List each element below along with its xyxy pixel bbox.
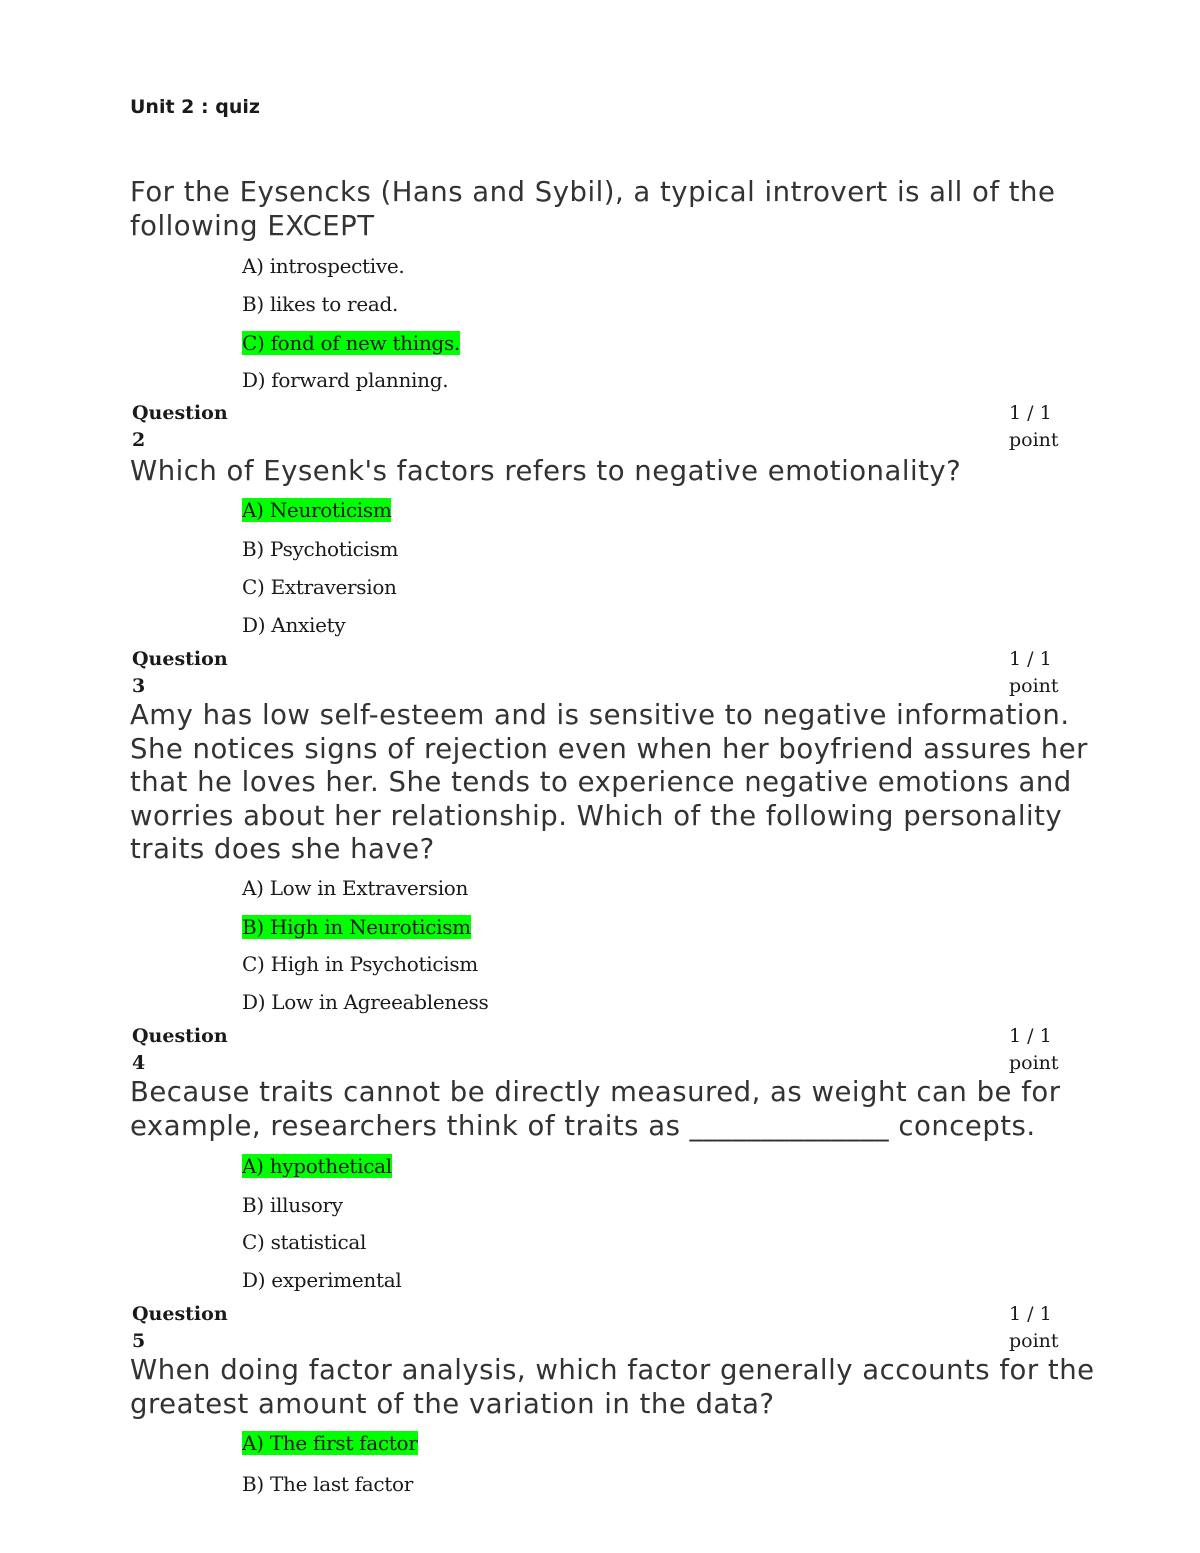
question-4-option-b: B) illusory xyxy=(242,1193,343,1217)
score-value: 1 / 1 xyxy=(1009,1303,1052,1325)
question-2-option-a-correct: A) Neuroticism xyxy=(242,498,392,522)
question-number: 4 xyxy=(132,1052,146,1074)
question-3-text: Amy has low self-esteem and is sensitive to negative information. She notices signs of rejection even when her boyfriend assures her that he loves her. She tends to experience negative emotions and worries about her relationship. Which of the following personality traits does she have? xyxy=(130,699,1088,865)
question-4-header xyxy=(132,1023,252,1077)
score-unit: point xyxy=(1009,1052,1059,1074)
question-3-option-c: C) High in Psychoticism xyxy=(242,952,478,976)
question-2-score xyxy=(1009,400,1089,454)
question-label: Question xyxy=(132,402,228,424)
score-unit: point xyxy=(1009,1330,1059,1352)
question-1-option-d: D) forward planning. xyxy=(242,368,449,392)
question-2-header xyxy=(132,400,252,454)
question-number: 3 xyxy=(132,675,146,697)
score-value: 1 / 1 xyxy=(1009,1025,1052,1047)
question-4-option-c: C) statistical xyxy=(242,1230,367,1254)
question-2-option-d: D) Anxiety xyxy=(242,613,346,637)
question-3-header xyxy=(132,646,252,700)
question-label: Question xyxy=(132,1303,228,1325)
question-4-score xyxy=(1009,1023,1089,1077)
question-number: 2 xyxy=(132,429,146,451)
question-1-option-b: B) likes to read. xyxy=(242,292,399,316)
question-3-option-b-correct: B) High in Neuroticism xyxy=(242,915,471,939)
document-title: Unit 2 : quiz xyxy=(130,96,260,118)
question-number: 5 xyxy=(132,1330,146,1352)
score-value: 1 / 1 xyxy=(1009,402,1052,424)
question-1-option-c-correct: C) fond of new things. xyxy=(242,331,460,355)
question-5-score xyxy=(1009,1301,1089,1355)
question-1-option-a: A) introspective. xyxy=(242,254,405,278)
question-3-option-a: A) Low in Extraversion xyxy=(242,876,469,900)
question-1-text: For the Eysencks (Hans and Sybil), a typical introvert is all of the following EXCEPT xyxy=(130,176,1056,242)
score-value: 1 / 1 xyxy=(1009,648,1052,670)
question-5-option-b: B) The last factor xyxy=(242,1472,414,1496)
question-4-option-a-correct: A) hypothetical xyxy=(242,1154,392,1178)
question-5-text: When doing factor analysis, which factor generally accounts for the greatest amount of the variation in the data? xyxy=(130,1354,1095,1420)
question-2-option-b: B) Psychoticism xyxy=(242,537,399,561)
score-unit: point xyxy=(1009,675,1059,697)
score-unit: point xyxy=(1009,429,1059,451)
question-2-text: Which of Eysenk's factors refers to negative emotionality? xyxy=(130,455,962,487)
question-3-option-d: D) Low in Agreeableness xyxy=(242,990,489,1014)
question-label: Question xyxy=(132,1025,228,1047)
question-4-option-d: D) experimental xyxy=(242,1268,402,1292)
question-5-header xyxy=(132,1301,252,1355)
question-4-text: Because traits cannot be directly measured, as weight can be for example, researchers think of traits as ______________ concepts. xyxy=(130,1076,1061,1142)
question-label: Question xyxy=(132,648,228,670)
question-3-score xyxy=(1009,646,1089,700)
question-2-option-c: C) Extraversion xyxy=(242,575,397,599)
question-5-option-a-correct: A) The first factor xyxy=(242,1431,418,1455)
